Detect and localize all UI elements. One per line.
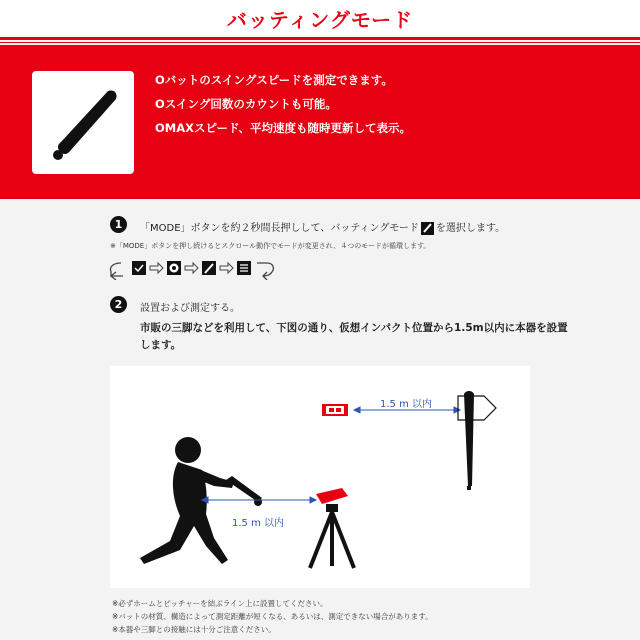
bat-icon (202, 261, 216, 275)
cycle-right-icon (257, 263, 273, 280)
title-bar (0, 0, 640, 38)
cycle-left-icon (110, 263, 123, 280)
device-icon (322, 404, 348, 416)
step-1-number: 1 (110, 216, 127, 233)
step-2-text: 設置および測定する。 (140, 303, 240, 314)
note-2: ※バットの材質、構造によって測定距離が短くなる、あるいは、測定できない場合があります。 (112, 612, 433, 621)
title-rule-thin (0, 42, 640, 43)
list-icon (237, 261, 251, 275)
step-1-note: ※「MODE」ボタンを押し続けるとスクロール動作でモードが変更され、４つのモードが循環します。 (110, 242, 431, 250)
step-2-instruction-line1: 市販の三脚などを利用して、下図の通り、仮想インパクト位置から1.5m以内に本器を設置 (140, 322, 568, 334)
note-1: ※必ずホームとピッチャーを結ぶライン上に設置してください。 (112, 599, 328, 608)
note-3: ※本器や三脚との接触には十分ご注意ください。 (112, 625, 276, 634)
mode-sequence-graphic (107, 258, 297, 280)
baseball-bat-icon (32, 71, 134, 174)
setup-diagram-graphic (110, 366, 530, 588)
check-icon (132, 261, 146, 275)
arrow-right-icon (185, 263, 198, 273)
hero-banner (0, 45, 640, 199)
distance-label-bottom: 1.5 m 以内 (232, 518, 285, 529)
hero-feature-list (155, 71, 411, 143)
arrow-right-icon (150, 263, 163, 273)
step-1-text-before: 「MODE」ボタンを約２秒間長押しして、バッティングモード (140, 223, 419, 234)
step-2-number: 2 (110, 296, 127, 313)
hero-feature-3: OMAXスピード、平均速度も随時更新して表示。 (155, 121, 411, 135)
arrow-right-icon (220, 263, 233, 273)
page-title: バッティングモード (226, 8, 414, 32)
vertical-bat (464, 391, 474, 490)
bat-mode-icon (421, 222, 434, 235)
home-plate (458, 396, 496, 420)
ball-icon (167, 261, 181, 275)
mode-sequence (107, 258, 297, 278)
distance-label-top: 1.5 m 以内 (380, 399, 433, 410)
setup-diagram (110, 366, 530, 588)
step-1-text (140, 219, 505, 235)
step-1-text-after: を選択します。 (435, 223, 506, 234)
title-rule (0, 37, 640, 40)
hero-feature-1: Oバットのスイングスピードを測定できます。 (155, 73, 393, 87)
notes (112, 597, 433, 636)
hero-icon-box (32, 71, 134, 174)
hero-feature-2: Oスイング回数のカウントも可能。 (155, 97, 337, 111)
step-2-instruction-line2: します。 (140, 339, 182, 351)
